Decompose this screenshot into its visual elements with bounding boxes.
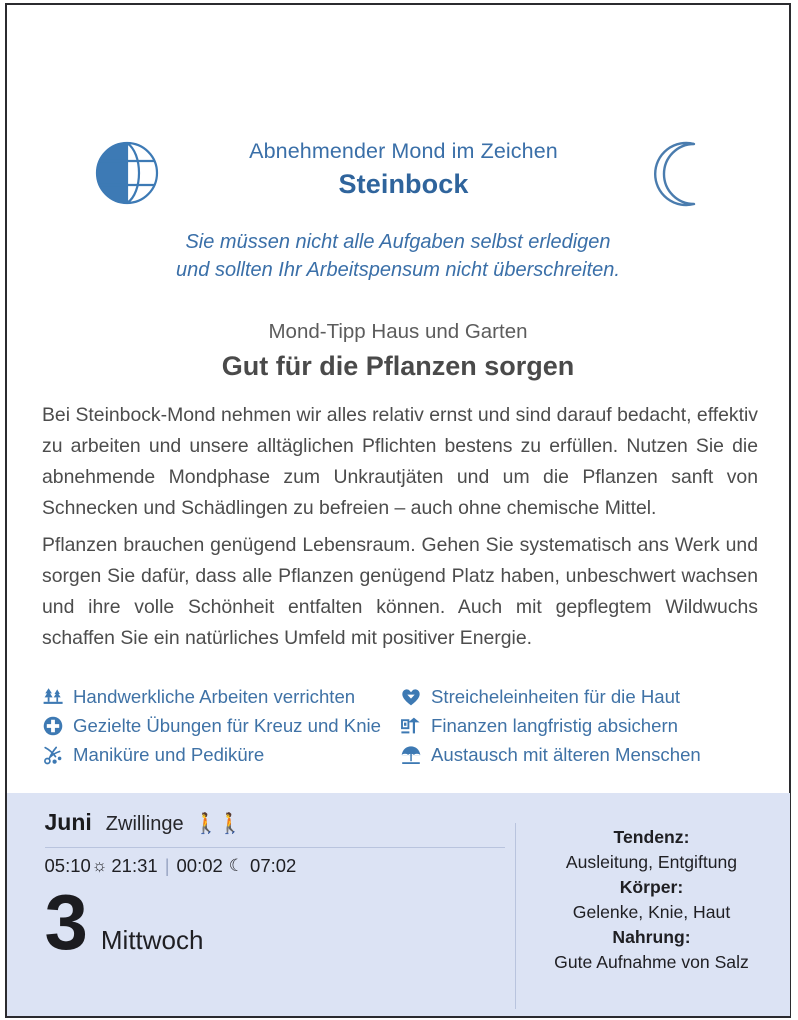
sunset-time: 21:31 xyxy=(111,855,158,876)
medical-cross-circle-icon xyxy=(42,715,64,737)
list-item xyxy=(400,682,758,711)
month-label: Juni xyxy=(44,809,92,835)
tendenz-value: Ausleitung, Entgiftung xyxy=(565,852,738,872)
sunrise-time: 05:10 xyxy=(44,855,91,876)
moon-motto xyxy=(6,228,790,284)
sun-icon: ☼ xyxy=(91,856,108,875)
moonrise-time: 00:02 xyxy=(176,855,223,876)
day-block xyxy=(44,878,204,966)
activity-label: Maniküre und Pediküre xyxy=(73,743,265,765)
finance-coins-icon xyxy=(400,715,422,737)
crescent-moon-icon xyxy=(644,138,716,210)
moonset-time: 07:02 xyxy=(250,855,297,876)
list-item xyxy=(42,711,400,740)
koerper-value: Gelenke, Knie, Haut xyxy=(572,902,731,922)
gemini-twins-icon: 🚶🚶 xyxy=(193,813,242,835)
page-border-top xyxy=(5,3,791,5)
nahrung-value: Gute Aufnahme von Salz xyxy=(554,952,749,972)
activity-lists xyxy=(42,682,758,769)
times-separator: | xyxy=(164,855,170,876)
tendenz-key: Tendenz: xyxy=(613,827,690,847)
activity-label: Streicheleinheiten für die Haut xyxy=(431,685,681,707)
page-border-bottom xyxy=(5,1016,791,1018)
month-zodiac-row xyxy=(45,809,505,841)
waning-moon-globe-icon xyxy=(94,140,160,206)
date-block xyxy=(45,809,505,877)
moon-header xyxy=(6,126,790,226)
koerper-key: Körper: xyxy=(619,877,684,897)
list-item xyxy=(42,682,400,711)
daily-info-block xyxy=(523,825,781,975)
activity-label: Gezielte Übungen für Kreuz und Knie xyxy=(73,714,382,736)
trees-plants-icon xyxy=(42,686,64,708)
nail-care-scissors-icon xyxy=(42,744,64,766)
moon-phase-line: Abnehmender Mond im Zeichen xyxy=(249,139,558,163)
activity-label: Austausch mit älteren Menschen xyxy=(431,743,701,765)
nahrung-key: Nahrung: xyxy=(612,927,691,947)
motto-line-1: Sie müssen nicht alle Aufgaben selbst erledigen xyxy=(185,231,611,253)
tip-paragraph-1: Bei Steinbock-Mond nehmen wir alles relativ ernst und sind darauf bedacht, effektiv zu arbeiten und unsere alltäglichen Pflichten bestens zu erfüllen. Nutzen Sie die abnehmende Mondphase zum Unkrautjäten und um die Pflanzen sanft von Schnecken und Schädlingen zu befreien – auch ohne chemische Mittel. xyxy=(42,404,758,519)
weekday-label: Mittwoch xyxy=(100,925,204,955)
heart-icon xyxy=(400,686,422,708)
zodiac-label: Zwillinge xyxy=(105,813,184,835)
list-item xyxy=(42,740,400,769)
panel-divider-horizontal xyxy=(45,847,505,848)
tip-title: Gut für die Pflanzen sorgen xyxy=(221,351,575,381)
motto-line-2: und sollten Ihr Arbeitspensum nicht überschreiten. xyxy=(176,259,620,281)
header-text-block xyxy=(176,136,631,202)
sun-moon-times xyxy=(45,855,505,877)
list-item xyxy=(400,711,758,740)
date-info-panel xyxy=(7,793,790,1016)
zodiac-sign-title: Steinbock xyxy=(338,169,469,199)
activity-label: Handwerkliche Arbeiten verrichten xyxy=(73,685,356,707)
tip-paragraph-2: Pflanzen brauchen genügend Lebensraum. Gehen Sie systematisch ans Werk und sorgen Sie dafür, dass alle Pflanzen genügend Platz haben, unbeschwert wachsen und ihre volle Schönheit entfalten können. Auch mit gepflegtem Wildwuchs schaffen Sie ein natürliches Umfeld mit positiver Energie. xyxy=(42,534,758,649)
parasol-icon xyxy=(400,744,422,766)
activity-list-left xyxy=(42,682,400,769)
tip-kicker: Mond-Tipp Haus und Garten xyxy=(268,320,528,343)
activity-label: Finanzen langfristig absichern xyxy=(431,714,679,736)
list-item xyxy=(400,740,758,769)
day-number: 3 xyxy=(44,878,87,966)
activity-list-right xyxy=(400,682,758,769)
panel-divider-vertical xyxy=(515,823,516,1009)
moon-icon: ☾ xyxy=(228,856,245,875)
